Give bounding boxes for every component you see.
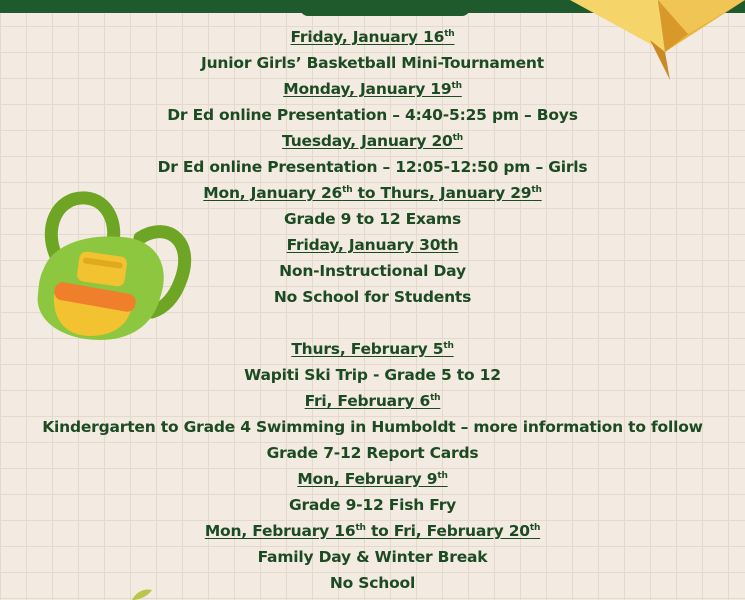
ordinal-suffix: th	[430, 392, 441, 403]
date-segment: Mon, February 16	[204, 522, 356, 540]
ordinal-suffix: th	[443, 340, 454, 351]
event-date	[0, 180, 745, 206]
date-segment: to Thurs, January 29	[352, 184, 532, 202]
date-segment: Monday, January 19	[283, 80, 452, 98]
event-description: No School	[329, 574, 416, 592]
ordinal-suffix: th	[529, 522, 541, 533]
header-banner-tab	[300, 8, 470, 16]
event-description: Grade 7-12 Report Cards	[266, 444, 479, 462]
date-segment: Tuesday, January 20	[282, 132, 453, 150]
ordinal-suffix: th	[452, 132, 463, 143]
ordinal-suffix: th	[437, 470, 448, 481]
event-date-text	[287, 236, 459, 254]
event-description: No School for Students	[273, 288, 472, 306]
event-description: Dr Ed online Presentation – 4:40-5:25 pm – Boys	[167, 106, 578, 124]
date-segment: Fri, February 6	[304, 392, 431, 410]
ordinal-suffix: th	[451, 80, 462, 91]
event-description: Dr Ed online Presentation – 12:05-12:50 pm – Girls	[157, 158, 588, 176]
event-date-text	[203, 184, 541, 202]
event-date	[0, 336, 745, 362]
event-description: Non-Instructional Day	[279, 262, 466, 280]
date-segment: Mon, January 26	[203, 184, 343, 202]
date-segment: Friday, January 30th	[286, 236, 459, 254]
event-date	[0, 76, 745, 102]
event-date-text	[305, 392, 441, 410]
ordinal-suffix: th	[355, 522, 366, 533]
section-spacer	[0, 310, 745, 336]
date-segment: to Fri, February 20	[365, 522, 530, 540]
event-list	[0, 24, 745, 596]
event-description: Grade 9 to 12 Exams	[283, 210, 462, 228]
event-date-text	[297, 470, 447, 488]
event-date	[0, 128, 745, 154]
ordinal-suffix: th	[342, 184, 353, 195]
event-description: Kindergarten to Grade 4 Swimming in Humboldt – more information to follow	[42, 418, 703, 436]
event-date	[0, 466, 745, 492]
date-segment: Friday, January 16	[290, 28, 445, 46]
event-date-text	[205, 522, 540, 540]
date-segment: Mon, February 9	[297, 470, 438, 488]
ordinal-suffix: th	[444, 28, 455, 39]
event-description: Junior Girls’ Basketball Mini-Tournament	[201, 54, 544, 72]
event-description: Wapiti Ski Trip - Grade 5 to 12	[244, 366, 501, 384]
event-date	[0, 232, 745, 258]
event-date	[0, 388, 745, 414]
event-date-text	[291, 340, 453, 358]
event-description: Family Day & Winter Break	[257, 548, 488, 566]
ordinal-suffix: th	[531, 184, 542, 195]
date-segment: Thurs, February 5	[291, 340, 444, 358]
event-description: Grade 9-12 Fish Fry	[288, 496, 457, 514]
event-date-text	[291, 28, 455, 46]
event-date	[0, 518, 745, 544]
event-date-text	[282, 132, 463, 150]
event-date	[0, 24, 745, 50]
event-date-text	[283, 80, 462, 98]
